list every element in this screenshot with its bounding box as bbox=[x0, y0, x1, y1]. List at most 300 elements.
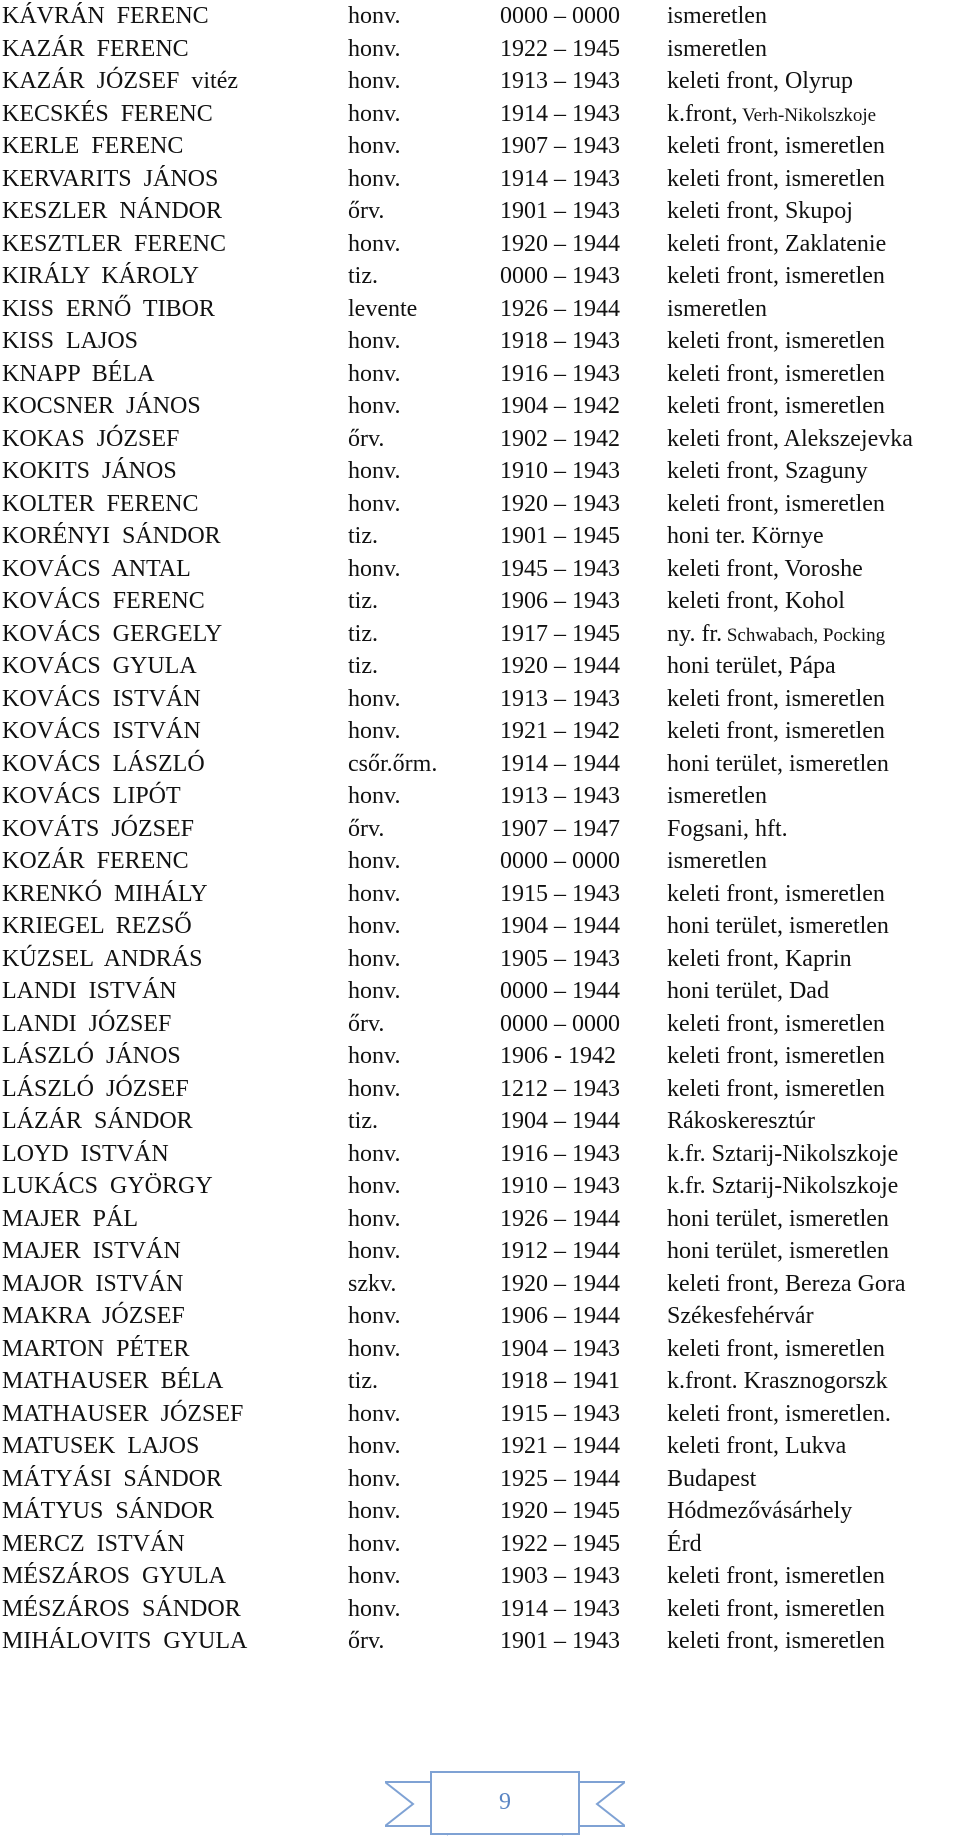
place-text: ismeretlen bbox=[667, 295, 767, 322]
place-cell bbox=[667, 423, 913, 456]
place-cell bbox=[667, 813, 788, 846]
years-cell: 1920 – 1943 bbox=[500, 490, 620, 517]
name-cell: KÚZSEL ANDRÁS bbox=[2, 945, 203, 972]
name-cell: KNAPP BÉLA bbox=[2, 360, 155, 387]
table-row bbox=[0, 618, 960, 651]
years-cell: 1904 – 1943 bbox=[500, 1335, 620, 1362]
years-cell: 1915 – 1943 bbox=[500, 880, 620, 907]
rank-cell: honv. bbox=[348, 1498, 401, 1524]
place-text: keleti front, ismeretlen. bbox=[667, 1400, 891, 1427]
place-cell bbox=[667, 650, 836, 683]
years-cell: 1920 – 1944 bbox=[500, 230, 620, 257]
name-cell: MAJER PÁL bbox=[2, 1205, 139, 1232]
rank-cell: őrv. bbox=[348, 815, 385, 842]
place-text: keleti front, ismeretlen bbox=[667, 1628, 885, 1654]
place-text: keleti front, ismeretlen bbox=[667, 1595, 885, 1622]
place-cell bbox=[667, 910, 889, 943]
place-text: honi terület, ismeretlen bbox=[667, 1205, 889, 1232]
rank-cell: honv. bbox=[348, 100, 401, 127]
place-text: k.fr. Sztarij-Nikolszkoje bbox=[667, 1140, 899, 1167]
rank-cell: honv. bbox=[348, 490, 401, 517]
place-text: ismeretlen bbox=[667, 783, 767, 809]
place-text: ismeretlen bbox=[667, 848, 767, 874]
place-text: honi ter. Környe bbox=[667, 523, 824, 549]
name-cell: KERLE FERENC bbox=[2, 133, 184, 159]
place-cell bbox=[667, 553, 863, 586]
place-text: keleti front, ismeretlen bbox=[667, 1043, 885, 1069]
years-cell: 1921 – 1942 bbox=[500, 718, 620, 744]
years-cell: 0000 – 0000 bbox=[500, 848, 620, 874]
table-row bbox=[0, 0, 960, 33]
name-cell: KRENKÓ MIHÁLY bbox=[2, 880, 208, 907]
table-row bbox=[0, 1528, 960, 1561]
place-text: Érd bbox=[667, 1530, 702, 1557]
place-text: keleti front, ismeretlen bbox=[667, 1563, 885, 1589]
rank-cell: honv. bbox=[348, 913, 401, 939]
place-cell bbox=[667, 1495, 852, 1528]
name-cell: KOVÁCS ANTAL bbox=[2, 555, 191, 582]
table-row bbox=[0, 553, 960, 586]
place-text: honi terület, Dad bbox=[667, 978, 829, 1004]
rank-cell: honv. bbox=[348, 35, 401, 62]
rank-cell: honv. bbox=[348, 393, 401, 419]
years-cell: 1901 – 1945 bbox=[500, 523, 620, 549]
name-cell: KAZÁR FERENC bbox=[2, 35, 189, 62]
years-cell: 1912 – 1944 bbox=[500, 1238, 620, 1264]
rank-cell: őrv. bbox=[348, 198, 385, 224]
name-cell: LÁZÁR SÁNDOR bbox=[2, 1108, 193, 1134]
rank-cell: tiz. bbox=[348, 1108, 378, 1134]
place-text: keleti front, Bereza Gora bbox=[667, 1270, 906, 1297]
rank-cell: honv. bbox=[348, 1043, 401, 1069]
place-cell bbox=[667, 1008, 885, 1041]
place-text: ismeretlen bbox=[667, 3, 767, 29]
name-cell: KAZÁR JÓZSEF vitéz bbox=[2, 68, 238, 94]
years-cell: 1913 – 1943 bbox=[500, 685, 620, 712]
table-row bbox=[0, 1593, 960, 1626]
years-cell: 1904 – 1944 bbox=[500, 913, 620, 939]
place-text: keleti front, Kaprin bbox=[667, 945, 852, 972]
rank-cell: honv. bbox=[348, 1205, 401, 1232]
name-cell: KOCSNER JÁNOS bbox=[2, 393, 201, 419]
rank-cell: honv. bbox=[348, 1400, 401, 1427]
rank-cell: szkv. bbox=[348, 1270, 397, 1297]
place-text: keleti front, Alekszejevka bbox=[667, 425, 913, 452]
place-detail-text: Verh-Nikolszkoje bbox=[737, 104, 877, 126]
rank-cell: honv. bbox=[348, 848, 401, 874]
name-cell: LÁSZLÓ JÁNOS bbox=[2, 1043, 181, 1069]
rank-cell: tiz. bbox=[348, 653, 378, 679]
table-row bbox=[0, 423, 960, 456]
table-row bbox=[0, 98, 960, 131]
place-cell bbox=[667, 1560, 885, 1593]
place-cell bbox=[667, 585, 845, 618]
place-text: keleti front, ismeretlen bbox=[667, 263, 885, 289]
name-cell: KECSKÉS FERENC bbox=[2, 100, 213, 127]
place-text: Hódmezővásárhely bbox=[667, 1498, 853, 1524]
place-text: keleti front, Voroshe bbox=[667, 555, 863, 582]
place-cell bbox=[667, 1625, 885, 1658]
years-cell: 1910 – 1943 bbox=[500, 458, 620, 484]
years-cell: 1902 – 1942 bbox=[500, 425, 620, 452]
place-cell bbox=[667, 1203, 889, 1236]
place-cell bbox=[667, 1333, 885, 1366]
rank-cell: őrv. bbox=[348, 1010, 385, 1037]
name-cell: KOVÁTS JÓZSEF bbox=[2, 815, 195, 842]
table-row bbox=[0, 260, 960, 293]
name-cell: KOLTER FERENC bbox=[2, 490, 199, 517]
name-cell: KOKITS JÁNOS bbox=[2, 458, 177, 484]
table-row bbox=[0, 195, 960, 228]
place-text: keleti front, ismeretlen bbox=[667, 1335, 885, 1362]
place-cell bbox=[667, 1430, 846, 1463]
name-cell: MAKRA JÓZSEF bbox=[2, 1303, 185, 1329]
rank-cell: honv. bbox=[348, 1595, 401, 1622]
name-cell: LOYD ISTVÁN bbox=[2, 1140, 169, 1167]
rank-cell: levente bbox=[348, 295, 418, 322]
table-row bbox=[0, 683, 960, 716]
place-cell bbox=[667, 1365, 888, 1398]
name-cell: MATHAUSER JÓZSEF bbox=[2, 1400, 244, 1427]
page-number-banner bbox=[385, 1768, 625, 1836]
place-cell bbox=[667, 33, 767, 66]
rank-cell: tiz. bbox=[348, 588, 378, 614]
years-cell: 1914 – 1943 bbox=[500, 165, 620, 192]
rank-cell: csőr.őrm. bbox=[348, 750, 438, 777]
years-cell: 1921 – 1944 bbox=[500, 1433, 620, 1459]
years-cell: 1918 – 1941 bbox=[500, 1368, 620, 1394]
table-row bbox=[0, 1170, 960, 1203]
rank-cell: honv. bbox=[348, 978, 401, 1004]
years-cell: 1922 – 1945 bbox=[500, 35, 620, 62]
place-text: honi terület, Pápa bbox=[667, 653, 836, 679]
table-row bbox=[0, 780, 960, 813]
table-row bbox=[0, 650, 960, 683]
rank-cell: honv. bbox=[348, 555, 401, 582]
table-row bbox=[0, 943, 960, 976]
place-text: keleti front, Zaklatenie bbox=[667, 230, 887, 257]
table-row bbox=[0, 358, 960, 391]
place-text: keleti front, ismeretlen bbox=[667, 360, 885, 387]
name-cell: KOVÁCS LIPÓT bbox=[2, 783, 181, 809]
table-row bbox=[0, 1560, 960, 1593]
place-text: honi terület, ismeretlen bbox=[667, 913, 889, 939]
name-cell: KÁVRÁN FERENC bbox=[2, 3, 209, 29]
table-row bbox=[0, 488, 960, 521]
place-text: keleti front, ismeretlen bbox=[667, 328, 885, 354]
place-text: keleti front, Skupoj bbox=[667, 198, 853, 224]
name-cell: LANDI ISTVÁN bbox=[2, 978, 177, 1004]
place-text: keleti front, ismeretlen bbox=[667, 1010, 885, 1037]
years-cell: 1925 – 1944 bbox=[500, 1465, 620, 1492]
place-cell bbox=[667, 325, 885, 358]
table-row bbox=[0, 1105, 960, 1138]
place-cell bbox=[667, 1105, 815, 1138]
table-row bbox=[0, 975, 960, 1008]
place-text: honi terület, ismeretlen bbox=[667, 750, 889, 777]
place-cell bbox=[667, 98, 876, 133]
table-row bbox=[0, 585, 960, 618]
name-cell: KIRÁLY KÁROLY bbox=[2, 263, 199, 289]
place-cell bbox=[667, 163, 885, 196]
place-text: Fogsani, hft. bbox=[667, 815, 788, 842]
table-row bbox=[0, 228, 960, 261]
place-text: k.front, bbox=[667, 100, 738, 127]
name-cell: MAJER ISTVÁN bbox=[2, 1238, 181, 1264]
rank-cell: tiz. bbox=[348, 263, 378, 289]
years-cell: 1926 – 1944 bbox=[500, 1205, 620, 1232]
name-cell: KESZLER NÁNDOR bbox=[2, 198, 222, 224]
rank-cell: honv. bbox=[348, 328, 401, 354]
rank-cell: tiz. bbox=[348, 523, 378, 549]
table-row bbox=[0, 813, 960, 846]
name-cell: KRIEGEL REZSŐ bbox=[2, 913, 192, 939]
place-text: ny. fr. bbox=[667, 620, 723, 647]
name-cell: KOVÁCS FERENC bbox=[2, 588, 205, 614]
years-cell: 1907 – 1943 bbox=[500, 133, 620, 159]
rank-cell: őrv. bbox=[348, 1628, 385, 1654]
name-cell: MIHÁLOVITS GYULA bbox=[2, 1628, 248, 1654]
rank-cell: honv. bbox=[348, 1563, 401, 1589]
rank-cell: honv. bbox=[348, 1140, 401, 1167]
name-cell: KOZÁR FERENC bbox=[2, 848, 189, 874]
years-cell: 1920 – 1945 bbox=[500, 1498, 620, 1524]
rank-cell: honv. bbox=[348, 1303, 401, 1329]
table-row bbox=[0, 33, 960, 66]
rank-cell: honv. bbox=[348, 1238, 401, 1264]
place-cell bbox=[667, 878, 885, 911]
place-cell bbox=[667, 65, 853, 98]
table-row bbox=[0, 1138, 960, 1171]
years-cell: 1920 – 1944 bbox=[500, 1270, 620, 1297]
place-text: keleti front, ismeretlen bbox=[667, 393, 885, 419]
years-cell: 1926 – 1944 bbox=[500, 295, 620, 322]
place-cell bbox=[667, 1138, 898, 1171]
years-cell: 0000 – 0000 bbox=[500, 1010, 620, 1037]
table-row bbox=[0, 1463, 960, 1496]
rank-cell: honv. bbox=[348, 230, 401, 257]
place-text: ismeretlen bbox=[667, 35, 767, 62]
place-cell bbox=[667, 358, 885, 391]
table-row bbox=[0, 1268, 960, 1301]
place-cell bbox=[667, 683, 885, 716]
place-text: Székesfehérvár bbox=[667, 1303, 814, 1329]
name-cell: KOKAS JÓZSEF bbox=[2, 425, 180, 452]
rank-cell: honv. bbox=[348, 458, 401, 484]
table-row bbox=[0, 1333, 960, 1366]
place-text: k.front. Krasznogorszk bbox=[667, 1368, 888, 1394]
table-row bbox=[0, 163, 960, 196]
table-row bbox=[0, 845, 960, 878]
name-cell: LUKÁCS GYÖRGY bbox=[2, 1173, 213, 1199]
table-row bbox=[0, 1365, 960, 1398]
years-cell: 1913 – 1943 bbox=[500, 68, 620, 94]
place-cell bbox=[667, 195, 853, 228]
place-cell bbox=[667, 1300, 814, 1333]
place-text: keleti front, ismeretlen bbox=[667, 490, 885, 517]
name-cell: KOVÁCS ISTVÁN bbox=[2, 718, 201, 744]
name-cell: MÁTYÁSI SÁNDOR bbox=[2, 1465, 223, 1492]
table-row bbox=[0, 1300, 960, 1333]
years-cell: 1922 – 1945 bbox=[500, 1530, 620, 1557]
place-detail-text: Schwabach, Pocking bbox=[722, 624, 886, 646]
name-cell: LÁSZLÓ JÓZSEF bbox=[2, 1075, 189, 1102]
place-cell bbox=[667, 943, 852, 976]
table-row bbox=[0, 1073, 960, 1106]
place-text: keleti front, Kohol bbox=[667, 588, 845, 614]
place-text: keleti front, ismeretlen bbox=[667, 1075, 885, 1102]
place-cell bbox=[667, 1398, 891, 1431]
place-cell bbox=[667, 130, 885, 163]
table-row bbox=[0, 715, 960, 748]
place-cell bbox=[667, 1235, 889, 1268]
years-cell: 0000 – 1943 bbox=[500, 263, 620, 289]
place-cell bbox=[667, 845, 767, 878]
name-cell: KOVÁCS GERGELY bbox=[2, 620, 223, 647]
name-cell: LANDI JÓZSEF bbox=[2, 1010, 172, 1037]
place-cell bbox=[667, 488, 885, 521]
years-cell: 1901 – 1943 bbox=[500, 1628, 620, 1654]
place-cell bbox=[667, 293, 767, 326]
table-row bbox=[0, 390, 960, 423]
rank-cell: honv. bbox=[348, 1465, 401, 1492]
name-cell: KORÉNYI SÁNDOR bbox=[2, 523, 221, 549]
place-cell bbox=[667, 390, 885, 423]
table-row bbox=[0, 910, 960, 943]
name-cell: KOVÁCS ISTVÁN bbox=[2, 685, 201, 712]
name-cell: MÁTYUS SÁNDOR bbox=[2, 1498, 215, 1524]
place-text: k.fr. Sztarij-Nikolszkoje bbox=[667, 1173, 899, 1199]
years-cell: 1914 – 1943 bbox=[500, 100, 620, 127]
rank-cell: honv. bbox=[348, 3, 401, 29]
place-cell bbox=[667, 1593, 885, 1626]
name-cell: KISS ERNŐ TIBOR bbox=[2, 295, 215, 322]
years-cell: 1904 – 1942 bbox=[500, 393, 620, 419]
name-cell: MATHAUSER BÉLA bbox=[2, 1368, 224, 1394]
place-cell bbox=[667, 260, 885, 293]
rank-cell: tiz. bbox=[348, 620, 378, 647]
table-row bbox=[0, 1235, 960, 1268]
years-cell: 1913 – 1943 bbox=[500, 783, 620, 809]
years-cell: 1916 – 1943 bbox=[500, 360, 620, 387]
place-cell bbox=[667, 0, 767, 33]
place-text: honi terület, ismeretlen bbox=[667, 1238, 889, 1264]
name-cell: KOVÁCS LÁSZLÓ bbox=[2, 750, 205, 777]
name-cell: MATUSEK LAJOS bbox=[2, 1433, 200, 1459]
place-cell bbox=[667, 228, 886, 261]
years-cell: 1906 – 1944 bbox=[500, 1303, 620, 1329]
place-cell bbox=[667, 1040, 885, 1073]
rank-cell: honv. bbox=[348, 133, 401, 159]
table-row bbox=[0, 1398, 960, 1431]
table-row bbox=[0, 1625, 960, 1658]
years-cell: 1914 – 1944 bbox=[500, 750, 620, 777]
rank-cell: őrv. bbox=[348, 425, 385, 452]
years-cell: 1904 – 1944 bbox=[500, 1108, 620, 1134]
years-cell: 1910 – 1943 bbox=[500, 1173, 620, 1199]
table-row bbox=[0, 520, 960, 553]
name-cell: KISS LAJOS bbox=[2, 328, 139, 354]
rank-cell: honv. bbox=[348, 718, 401, 744]
place-text: Rákoskeresztúr bbox=[667, 1108, 815, 1134]
rank-cell: honv. bbox=[348, 783, 401, 809]
years-cell: 1906 – 1943 bbox=[500, 588, 620, 614]
table-row bbox=[0, 748, 960, 781]
name-cell: MARTON PÉTER bbox=[2, 1335, 190, 1362]
place-text: keleti front, Lukva bbox=[667, 1433, 847, 1459]
rank-cell: honv. bbox=[348, 880, 401, 907]
table-row bbox=[0, 325, 960, 358]
years-cell: 0000 – 0000 bbox=[500, 3, 620, 29]
rank-cell: honv. bbox=[348, 1335, 401, 1362]
rank-cell: honv. bbox=[348, 68, 401, 94]
name-cell: MERCZ ISTVÁN bbox=[2, 1530, 185, 1557]
table-row bbox=[0, 1495, 960, 1528]
place-cell bbox=[667, 618, 885, 653]
table-row bbox=[0, 130, 960, 163]
place-text: keleti front, ismeretlen bbox=[667, 718, 885, 744]
years-cell: 1918 – 1943 bbox=[500, 328, 620, 354]
years-cell: 1907 – 1947 bbox=[500, 815, 620, 842]
name-cell: MÉSZÁROS SÁNDOR bbox=[2, 1595, 241, 1622]
rank-cell: honv. bbox=[348, 1075, 401, 1102]
years-cell: 1915 – 1943 bbox=[500, 1400, 620, 1427]
rank-cell: honv. bbox=[348, 1530, 401, 1557]
place-cell bbox=[667, 520, 824, 553]
place-text: keleti front, ismeretlen bbox=[667, 133, 885, 159]
place-cell bbox=[667, 1073, 885, 1106]
years-cell: 1945 – 1943 bbox=[500, 555, 620, 582]
table-row bbox=[0, 455, 960, 488]
place-cell bbox=[667, 1463, 756, 1496]
rank-cell: tiz. bbox=[348, 1368, 378, 1394]
years-cell: 1905 – 1943 bbox=[500, 945, 620, 972]
table-row bbox=[0, 1040, 960, 1073]
table-row bbox=[0, 65, 960, 98]
years-cell: 0000 – 1944 bbox=[500, 978, 620, 1004]
place-text: keleti front, ismeretlen bbox=[667, 880, 885, 907]
rank-cell: honv. bbox=[348, 165, 401, 192]
name-cell: MAJOR ISTVÁN bbox=[2, 1270, 184, 1297]
place-cell bbox=[667, 748, 889, 781]
place-cell bbox=[667, 1170, 898, 1203]
years-cell: 1920 – 1944 bbox=[500, 653, 620, 679]
rank-cell: honv. bbox=[348, 685, 401, 712]
name-cell: MÉSZÁROS GYULA bbox=[2, 1563, 227, 1589]
rank-cell: honv. bbox=[348, 1173, 401, 1199]
place-cell bbox=[667, 780, 767, 813]
table-row bbox=[0, 293, 960, 326]
place-text: Budapest bbox=[667, 1465, 757, 1492]
years-cell: 1903 – 1943 bbox=[500, 1563, 620, 1589]
name-cell: KOVÁCS GYULA bbox=[2, 653, 197, 679]
place-text: keleti front, Olyrup bbox=[667, 68, 853, 94]
place-text: keleti front, ismeretlen bbox=[667, 165, 885, 192]
table-row bbox=[0, 1203, 960, 1236]
place-cell bbox=[667, 1268, 906, 1301]
rank-cell: honv. bbox=[348, 945, 401, 972]
rank-cell: honv. bbox=[348, 1433, 401, 1459]
years-cell: 1916 – 1943 bbox=[500, 1140, 620, 1167]
years-cell: 1917 – 1945 bbox=[500, 620, 620, 647]
years-cell: 1901 – 1943 bbox=[500, 198, 620, 224]
rank-cell: honv. bbox=[348, 360, 401, 387]
place-cell bbox=[667, 715, 885, 748]
table-row bbox=[0, 878, 960, 911]
place-cell bbox=[667, 455, 868, 488]
name-cell: KERVARITS JÁNOS bbox=[2, 165, 219, 192]
place-cell bbox=[667, 975, 829, 1008]
